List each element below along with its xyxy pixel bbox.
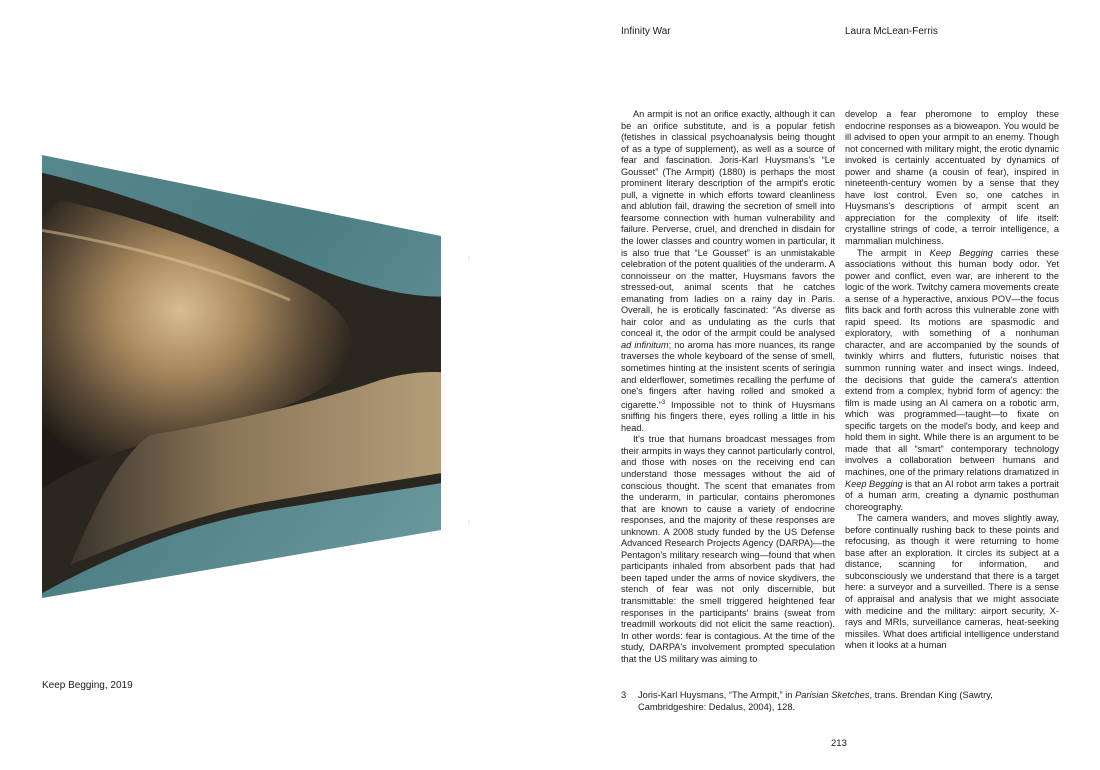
marks: ⋮ xyxy=(466,257,472,263)
footnote xyxy=(621,689,1041,713)
paragraph: The camera wanders, and moves slightly away, before continually rushing back to these points and refocusing, as though it were returning to home base after an exploration. It circles its subject at a distance, scanning for information, and subconsciously we understand that there is a target here: a surveyor and a surveilled. There is a sense of appraisal and analysis that we might associate with medicine and the military: airport security, X-rays and MRIs, surveillance cameras, heat-seeking missiles. What does artificial intelligence understand when it looks at a human xyxy=(845,513,1059,651)
figure-caption: Keep Begging, 2019 xyxy=(42,680,133,691)
paragraph: The armpit in Keep Begging carries these associations without this human body odor. Yet power and conflict, even war, are inherent to the logic of the work. Twitchy camera movements create a sense of a hyperactive, anxious POV—the focus flits back and forth across this vulnerable zone with rapid speed. Its motions are spasmodic and exploratory, with something of a nonhuman character, and are accompanied by the sounds of twinkly whirrs and flutters, futuristic noises that summon running water and insect wings. Indeed, the decisions that guide the camera's attention extend from a complex, hybrid form of agency: the film is made using an AI camera on a robotic arm, which was programmed—taught—to fixate on specific targets on the model's body, and keep and hold them in sight. While there is an argument to be made that all “smart” contemporary technology involves a collaboration between humans and machines, one of the primary relations dramatized in Keep Begging is that an AI robot arm takes a portrait of a human arm, creating a dynamic posthuman choreography. xyxy=(845,247,1059,512)
figure-photo xyxy=(0,0,470,610)
running-head-right: Laura McLean-Ferris xyxy=(845,26,938,37)
text-column-left xyxy=(621,109,835,665)
page-number: 213 xyxy=(831,738,847,749)
note-ref: 3 xyxy=(661,399,666,406)
paragraph: It's true that humans broadcast messages from their armpits in ways they cannot particularly control, and those with noses on the receiving end can understand those messages without the aid of conscious thought. The scent that emanates from the underarm, in particular, contains pheromones that are known to cause a variety of endocrine responses, and the majority of these responses are unknown. A 2008 study funded by the US Defense Advanced Research Projects Agency (DARPA)—the Pentagon's military research wing—found that when participants inhaled from absorbent pads that had been taped under the arms of novice skydivers, the stench of fear was not only discernible, but transmittable: the smell triggered heightened fear responses in the participants' brains (sweat from treadmill workouts did not elicit the same reaction). In other words: fear is contagious. At the time of the study, DARPA's involvement prompted speculation that the US military was aiming to xyxy=(621,434,835,664)
running-head-left: Infinity War xyxy=(621,26,671,37)
marks: ⋮ xyxy=(466,521,472,527)
paragraph: An armpit is not an orifice exactly, although it can be an orifice substitute, and is a popular fetish (fetishes in classical psychoanalysis being thought of as a type of supplement), as well as a source of fear and fascination. Joris-Karl Huysmans's “Le Gousset” (The Armpit) (1880) is perhaps the most prominent literary description of the armpit's erotic pull, a vignette in which efforts toward cleanliness and ablution fail, drawing the secretion of smell into fearsome connection with human vulnerability and failure. Perverse, cruel, and drenched in disdain for the lower classes and country women in particular, it is also true that “Le Gousset” is an unmistakable celebration of the potent qualities of the underarm. A connoisseur on the matter, Huysmans favors the stressed-out, animal scents that he catches emanating from ladies on a rainy day in Paris. Overall, he is erotically fascinated: “As diverse as hair color and as undulating as the curls that conceal it, the odor of the armpit could be analysed ad infinitum; no aroma has more nuances, its range traverses the whole keyboard of the sense of smell, sometimes hinting at the insistent scents of seringia and elderflower, sometimes recalling the perfume of one's fingers after having rolled and smoked a cigarette.”$^3$ Impossible not to think of Huysmans sniffing his fingers there, eyes rolling a little in his head. xyxy=(621,109,835,433)
paragraph: develop a fear pheromone to employ these endocrine responses as a bioweapon. You would be ill advised to open your armpit to an enemy. Though not concerned with military might, the erotic dynamic invoked is certainly accentuated by dynamics of power and shame (a cousin of fear), inspired in nineteenth-century women by a sense that they have lost control. Even so, one catches in Huysmans's descriptions of armpit scent an appreciation for the complexity of life itself: crystalline strings of code, a terroir intelligence, a mammalian mulchiness. xyxy=(845,109,1059,247)
footnote-text: Joris-Karl Huysmans, “The Armpit,” in Parisian Sketches, trans. Brendan King (Sawtry, Cambridgeshire: Dedalus, 2004), 128. xyxy=(638,690,993,712)
text-column-right xyxy=(845,109,1059,652)
footnote-number: 3 xyxy=(621,690,627,700)
